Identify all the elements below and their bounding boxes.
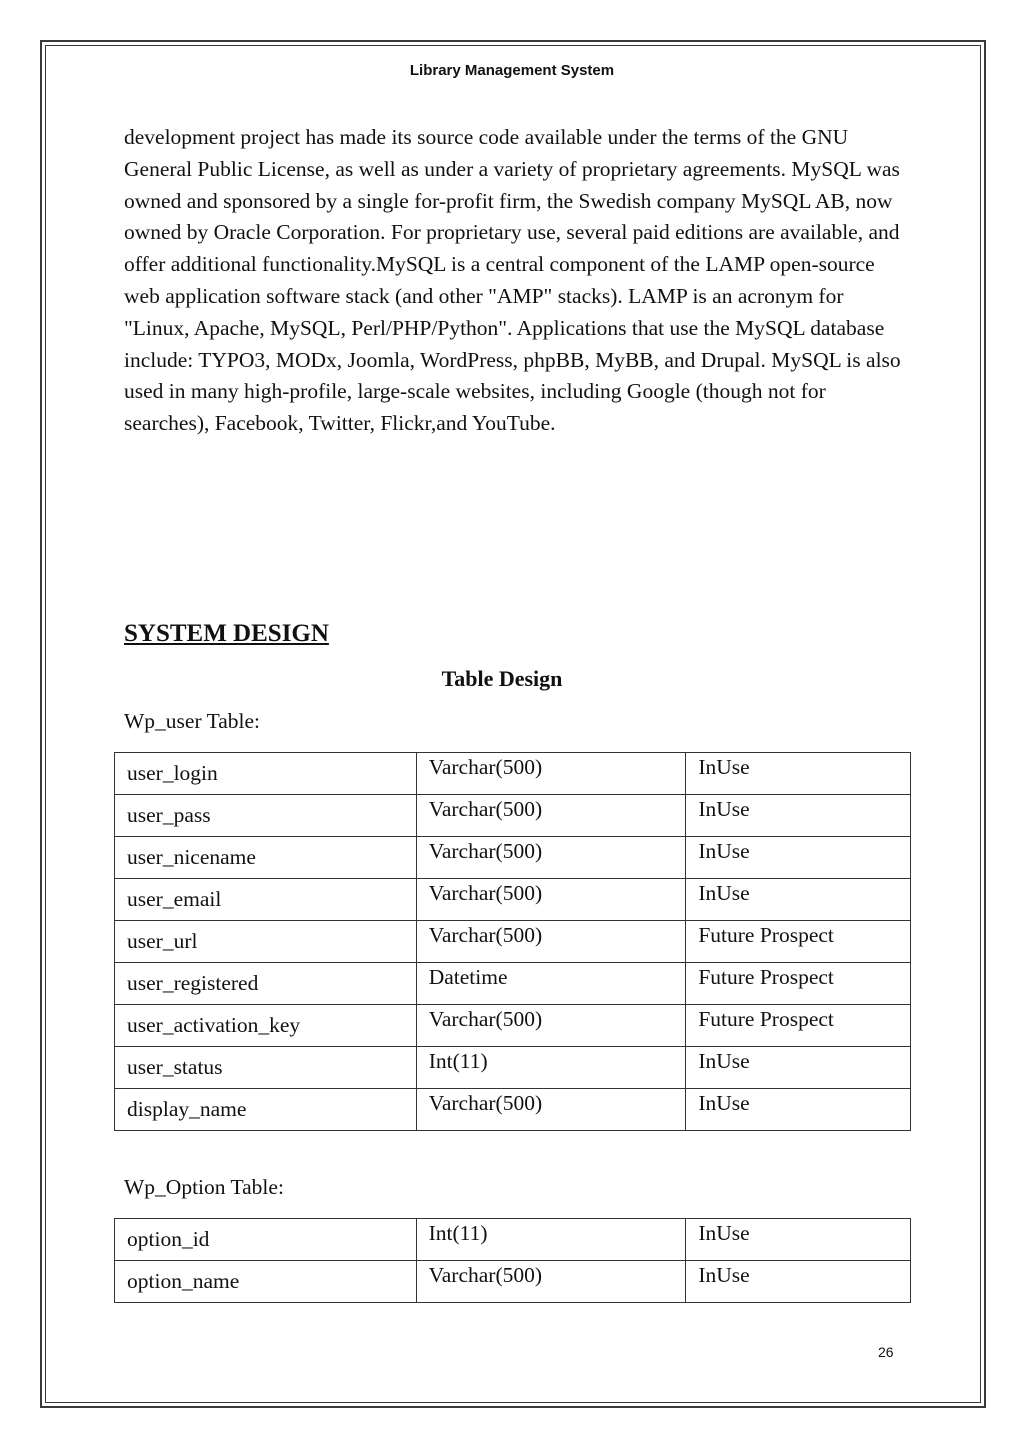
- data-type-cell: Varchar(500): [416, 921, 686, 963]
- data-type-cell: Datetime: [416, 963, 686, 1005]
- data-type-cell: Varchar(500): [416, 1261, 686, 1303]
- running-header: Library Management System: [409, 62, 615, 79]
- field-name-cell: user_email: [115, 879, 417, 921]
- field-name-cell: option_id: [115, 1219, 417, 1261]
- data-type-cell: Varchar(500): [416, 879, 686, 921]
- status-cell: InUse: [686, 1261, 911, 1303]
- field-name-cell: option_name: [115, 1261, 417, 1303]
- data-type-cell: Varchar(500): [416, 753, 686, 795]
- status-cell: InUse: [686, 1089, 911, 1131]
- table-design-caption: Table Design: [441, 666, 563, 691]
- status-cell: InUse: [686, 795, 911, 837]
- page-number: 26: [878, 1344, 894, 1360]
- field-name-cell: user_login: [115, 753, 417, 795]
- table-row: [115, 921, 911, 963]
- status-cell: InUse: [686, 837, 911, 879]
- table-row: [115, 963, 911, 1005]
- data-type-cell: Varchar(500): [416, 1089, 686, 1131]
- status-cell: Future Prospect: [686, 921, 911, 963]
- table-row: [115, 837, 911, 879]
- field-name-cell: user_pass: [115, 795, 417, 837]
- field-name-cell: user_registered: [115, 963, 417, 1005]
- wp-user-table: [114, 752, 911, 1131]
- data-type-cell: Int(11): [416, 1219, 686, 1261]
- table-row: [115, 795, 911, 837]
- table-row: [115, 879, 911, 921]
- data-type-cell: Varchar(500): [416, 1005, 686, 1047]
- data-type-cell: Varchar(500): [416, 837, 686, 879]
- table-row: [115, 1005, 911, 1047]
- wp-option-table-label: Wp_Option Table:: [124, 1175, 284, 1199]
- field-name-cell: user_url: [115, 921, 417, 963]
- wp-user-table-label: Wp_user Table:: [124, 709, 261, 733]
- status-cell: InUse: [686, 753, 911, 795]
- table-row: [115, 1089, 911, 1131]
- wp-option-table: [114, 1218, 911, 1303]
- table-row: [115, 1219, 911, 1261]
- field-name-cell: user_status: [115, 1047, 417, 1089]
- table-row: [115, 1047, 911, 1089]
- field-name-cell: user_activation_key: [115, 1005, 417, 1047]
- field-name-cell: display_name: [115, 1089, 417, 1131]
- status-cell: Future Prospect: [686, 1005, 911, 1047]
- wp-user-table-body: [115, 753, 911, 1131]
- body-paragraph: development project has made its source code available under the terms of the GNU General Public License, as well as under a variety of proprietary agreements. MySQL was owned and sponsored by a single for-profit firm, the Swedish company MySQL AB, now owned by Oracle Corporation. For proprietary use, several paid editions are available, and offer additional functionality.MySQL is a central component of the LAMP open-source web application software stack (and other "AMP" stacks). LAMP is an acronym for "Linux, Apache, MySQL, Perl/PHP/Python". Applications that use the MySQL database include: TYPO3, MODx, Joomla, WordPress, phpBB, MyBB, and Drupal. MySQL is also used in many high-profile, large-scale websites, including Google (though not for searches), Facebook, Twitter, Flickr,and YouTube.: [124, 125, 901, 436]
- data-type-cell: Varchar(500): [416, 795, 686, 837]
- wp-option-table-body: [115, 1219, 911, 1303]
- status-cell: Future Prospect: [686, 963, 911, 1005]
- section-heading: SYSTEM DESIGN: [124, 620, 329, 647]
- status-cell: InUse: [686, 879, 911, 921]
- status-cell: InUse: [686, 1219, 911, 1261]
- table-row: [115, 1261, 911, 1303]
- table-row: [115, 753, 911, 795]
- field-name-cell: user_nicename: [115, 837, 417, 879]
- status-cell: InUse: [686, 1047, 911, 1089]
- data-type-cell: Int(11): [416, 1047, 686, 1089]
